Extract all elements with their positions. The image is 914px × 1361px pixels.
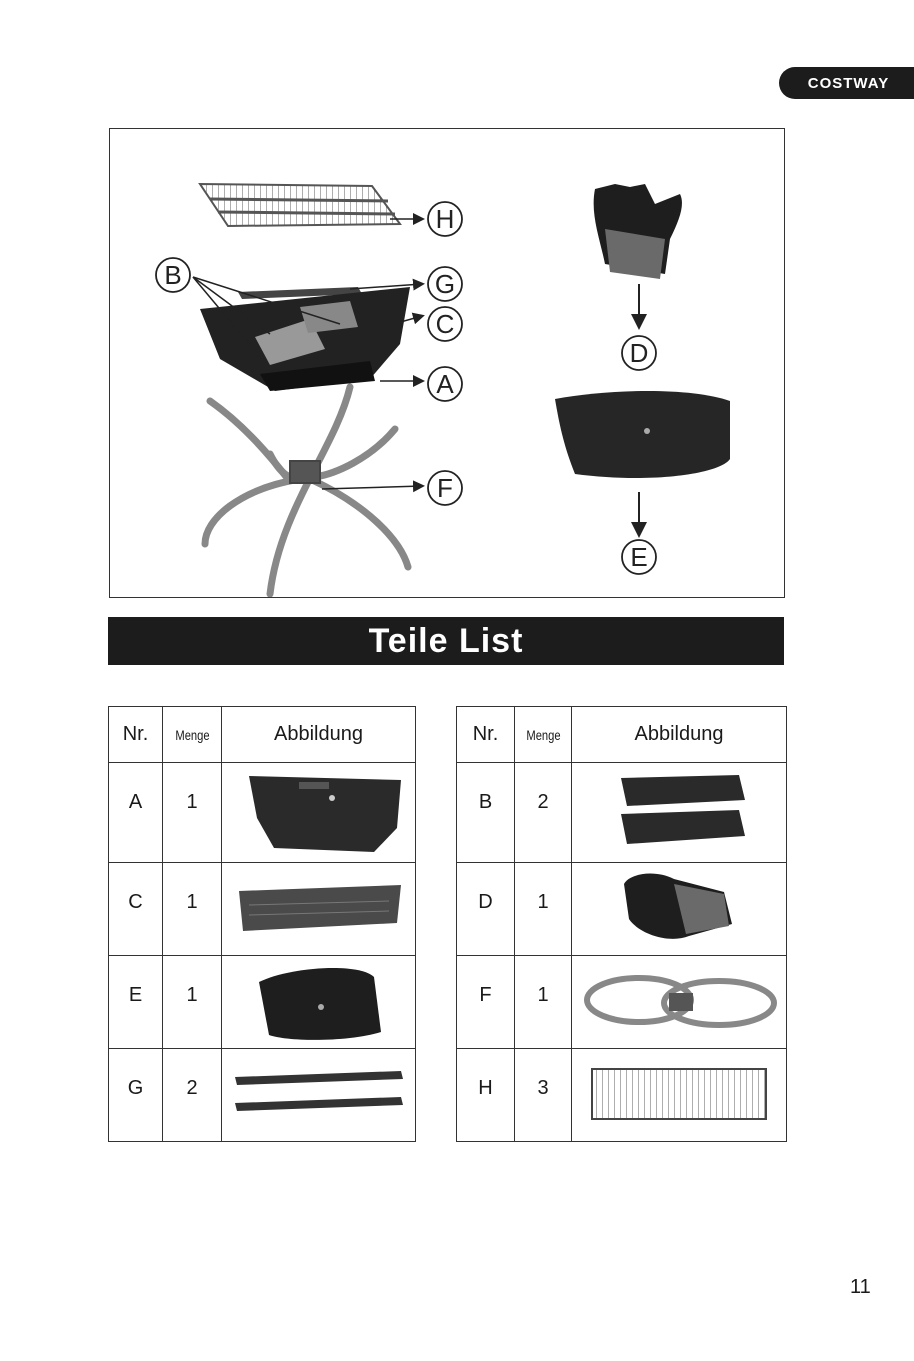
- page-number: 11: [850, 1276, 871, 1298]
- label-h: H: [435, 204, 455, 234]
- stand-icon: [579, 965, 779, 1035]
- cover-drawing: [555, 391, 730, 478]
- label-b: B: [164, 260, 182, 290]
- firebowl-drawing: [200, 287, 410, 391]
- exploded-view-illustration: [110, 129, 784, 597]
- part-image-a: [222, 763, 416, 863]
- part-qty: 2: [515, 763, 572, 863]
- label-e: E: [630, 542, 648, 572]
- side-panel-icon: [609, 770, 749, 850]
- brand-logo: COSTWAY: [779, 67, 914, 99]
- label-f: F: [437, 473, 453, 503]
- part-image-c: [222, 863, 416, 956]
- table-header-row: [109, 707, 787, 763]
- bracket-icon: [229, 1063, 409, 1123]
- glove-drawing: [594, 184, 682, 279]
- part-nr: H: [457, 1049, 515, 1142]
- part-image-e: [222, 956, 416, 1049]
- part-qty: 1: [163, 763, 222, 863]
- part-nr: F: [457, 956, 515, 1049]
- stand-drawing: [205, 387, 408, 594]
- header-nr-right: Nr.: [457, 707, 515, 763]
- label-a: A: [436, 369, 454, 399]
- part-nr: A: [109, 763, 163, 863]
- header-abbildung-right: Abbildung: [572, 707, 787, 763]
- part-image-d: [572, 863, 787, 956]
- part-qty: 1: [163, 863, 222, 956]
- part-nr: C: [109, 863, 163, 956]
- part-qty: 3: [515, 1049, 572, 1142]
- part-image-h: [572, 1049, 787, 1142]
- grate-drawing: [200, 184, 400, 226]
- part-image-b: [572, 763, 787, 863]
- part-nr: D: [457, 863, 515, 956]
- part-nr: B: [457, 763, 515, 863]
- part-nr: E: [109, 956, 163, 1049]
- part-qty: 2: [163, 1049, 222, 1142]
- part-image-f: [572, 956, 787, 1049]
- grate-icon: [584, 1063, 774, 1123]
- cover-icon: [249, 957, 389, 1042]
- label-g: G: [434, 269, 456, 299]
- glove-icon: [614, 864, 744, 949]
- part-qty: 1: [515, 956, 572, 1049]
- assembly-diagram: [109, 128, 785, 598]
- table-spacer: [416, 707, 457, 1142]
- header-nr: Nr.: [109, 707, 163, 763]
- header-menge: Menge: [168, 707, 215, 763]
- parts-table: [108, 706, 787, 1142]
- part-nr: G: [109, 1049, 163, 1142]
- label-c: C: [435, 309, 455, 339]
- part-qty: 1: [515, 863, 572, 956]
- header-menge-right: Menge: [520, 707, 566, 763]
- section-title-banner: Teile List: [108, 617, 784, 665]
- part-qty: 1: [163, 956, 222, 1049]
- ash-plate-icon: [229, 877, 409, 937]
- header-abbildung: Abbildung: [222, 707, 416, 763]
- label-d: D: [629, 338, 649, 368]
- firebowl-icon: [229, 768, 409, 853]
- part-image-g: [222, 1049, 416, 1142]
